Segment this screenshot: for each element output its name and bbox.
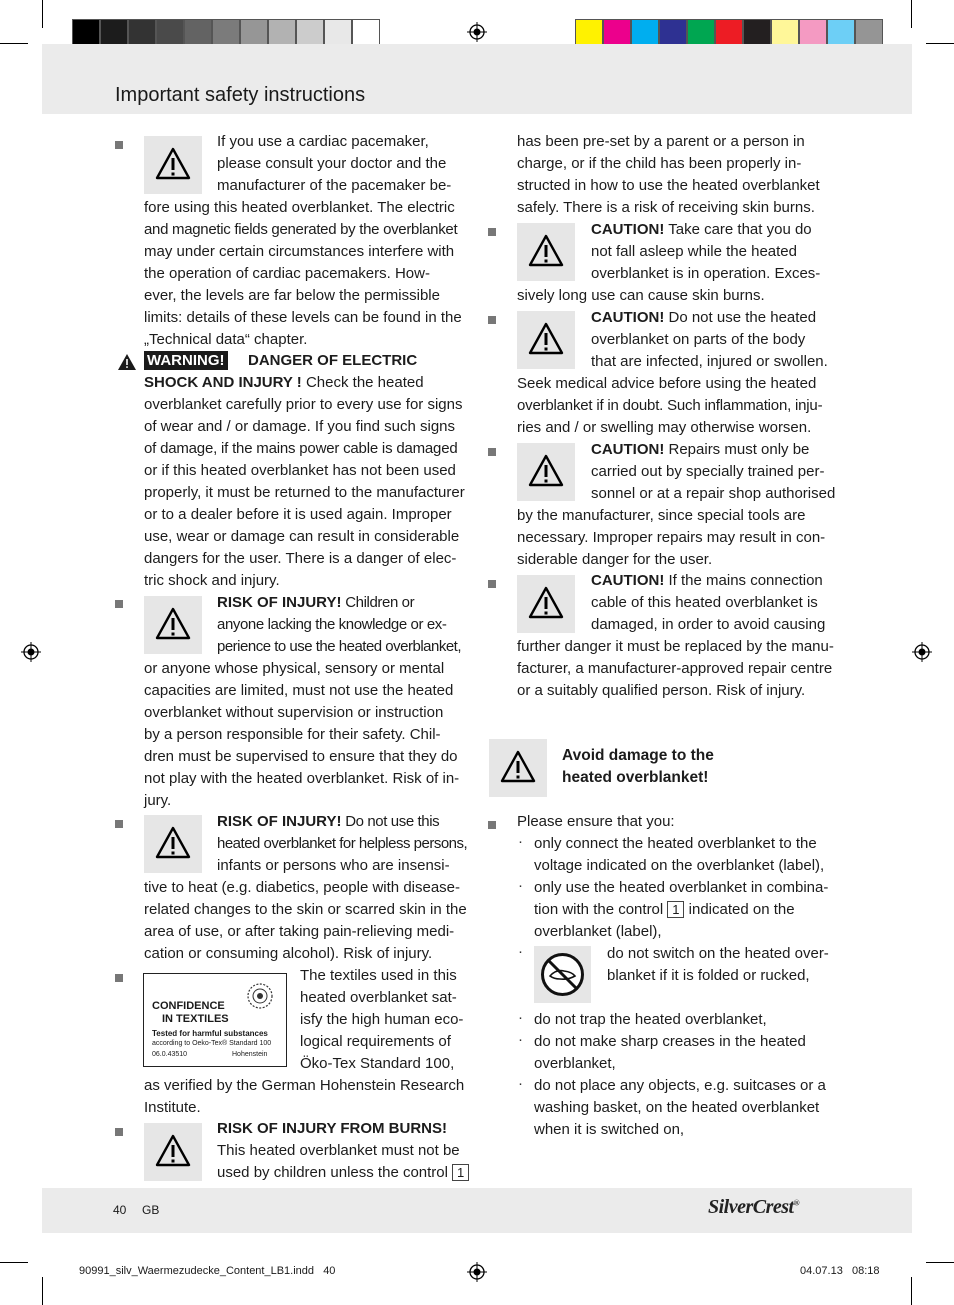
warning-label: WARNING!: [144, 351, 228, 370]
list-dash: ·: [518, 877, 523, 894]
color-swatch: [128, 19, 156, 46]
caution2-first-line: CAUTION! Do not use the heated: [591, 309, 817, 326]
color-swatch: [659, 19, 687, 46]
burns-heading: RISK OF INJURY FROM BURNS!: [217, 1120, 448, 1137]
color-swatch: [575, 19, 603, 46]
crop-mark: [926, 43, 954, 44]
warning-heading: DANGER OF ELECTRIC: [248, 352, 418, 369]
avoid-damage-heading: heated overblanket!: [562, 769, 709, 786]
list-item: do not make sharp creases in the heated: [534, 1033, 806, 1050]
warning-first-line: SHOCK AND INJURY ! Check the heated: [144, 374, 424, 391]
registration-mark-icon: [467, 1262, 487, 1282]
caution3-first-line: CAUTION! Repairs must only be: [591, 441, 810, 458]
brand-logo: SilverCrest®: [708, 1196, 800, 1218]
burns-line: used by children unless the control 1: [217, 1162, 469, 1184]
list-item: do not trap the heated overblanket,: [534, 1011, 767, 1028]
list-item: only use the heated overblanket in combina-: [534, 879, 829, 896]
bullet: [115, 141, 123, 149]
color-swatch: [212, 19, 240, 46]
warning-triangle-icon: [144, 136, 202, 194]
warning-small-icon: [117, 353, 137, 371]
list-item: when it is switched on,: [534, 1121, 685, 1138]
caution1-first-line: CAUTION! Take care that you do: [591, 221, 812, 238]
list-item: overblanket (label),: [534, 923, 662, 940]
crop-mark: [911, 0, 912, 28]
avoid-damage-heading: Avoid damage to the: [562, 747, 714, 764]
page-number: 40: [113, 1203, 127, 1217]
crop-mark: [42, 1277, 43, 1305]
injury1-first-line: RISK OF INJURY! Children or: [217, 594, 415, 611]
warning-triangle-icon: [144, 1123, 202, 1181]
color-swatch: [184, 19, 212, 46]
footer-filename: 90991_silv_Waermezudecke_Content_LB1.indd 40: [79, 1265, 336, 1277]
oeko-tex-logo: CONFIDENCE IN TEXTILES Tested for harmful substances according to Oeko-Tex® Standard 100 06.0.43510 Hohenstein: [143, 973, 287, 1067]
color-swatch: [72, 19, 100, 46]
control-ref-badge: 1: [667, 901, 684, 918]
bullet: [115, 600, 123, 608]
color-swatch: [631, 19, 659, 46]
warning-triangle-icon: [144, 596, 202, 654]
color-swatch: [156, 19, 184, 46]
page-title: Important safety instructions: [115, 84, 366, 106]
color-swatch: [268, 19, 296, 46]
burns-line: This heated overblanket must not be: [217, 1142, 460, 1159]
list-dash: ·: [518, 1009, 523, 1026]
bullet: [115, 1128, 123, 1136]
crop-mark: [0, 1262, 28, 1263]
list-item: tion with the control 1 indicated on the: [534, 901, 795, 918]
list-item: washing basket, on the heated overblanket: [534, 1099, 820, 1116]
globe-icon: [244, 980, 276, 1012]
warning-triangle-icon: [517, 223, 575, 281]
color-swatch: [855, 19, 883, 46]
bullet: [488, 821, 496, 829]
color-swatch: [827, 19, 855, 46]
color-swatch: [324, 19, 352, 46]
injury2-first-line: RISK OF INJURY! Do not use this: [217, 813, 440, 830]
color-swatch: [100, 19, 128, 46]
list-item: voltage indicated on the overblanket (label),: [534, 857, 825, 874]
color-swatch: [687, 19, 715, 46]
color-swatch: [352, 19, 380, 46]
crop-mark: [926, 1262, 954, 1263]
color-swatch: [771, 19, 799, 46]
list-dash: ·: [518, 943, 523, 960]
warning-triangle-icon: [517, 443, 575, 501]
bullet: [488, 228, 496, 236]
control-ref-badge: 1: [452, 1164, 469, 1181]
warning-triangle-icon: [144, 815, 202, 873]
no-folding-icon: [534, 946, 591, 1003]
registration-mark-icon: [21, 642, 41, 662]
list-dash: ·: [518, 833, 523, 850]
color-swatch: [799, 19, 827, 46]
language-code: GB: [142, 1203, 160, 1217]
list-dash: ·: [518, 1031, 523, 1048]
crop-mark: [0, 43, 28, 44]
registration-mark-icon: [912, 642, 932, 662]
registration-mark-icon: [467, 22, 487, 42]
ensure-intro: Please ensure that you:: [517, 813, 675, 830]
color-swatch: [240, 19, 268, 46]
caution4-first-line: CAUTION! If the mains connection: [591, 572, 823, 589]
list-item: do not switch on the heated over-: [607, 945, 829, 962]
list-item: only connect the heated overblanket to the: [534, 835, 817, 852]
warning-triangle-icon: [489, 739, 547, 797]
warning-triangle-icon: [517, 575, 575, 633]
crop-mark: [42, 0, 43, 28]
list-item: overblanket,: [534, 1055, 616, 1072]
color-swatch: [715, 19, 743, 46]
color-swatch: [743, 19, 771, 46]
color-swatch: [296, 19, 324, 46]
crop-mark: [911, 1277, 912, 1305]
list-item: blanket if it is folded or rucked,: [607, 967, 810, 984]
bullet: [488, 316, 496, 324]
bullet: [115, 820, 123, 828]
color-swatch: [603, 19, 631, 46]
bullet: [115, 974, 123, 982]
bullet: [488, 580, 496, 588]
bullet: [488, 448, 496, 456]
footer-datetime: 04.07.13 08:18: [800, 1265, 880, 1277]
list-item: do not place any objects, e.g. suitcases or a: [534, 1077, 826, 1094]
warning-triangle-icon: [517, 311, 575, 369]
list-dash: ·: [518, 1075, 523, 1092]
